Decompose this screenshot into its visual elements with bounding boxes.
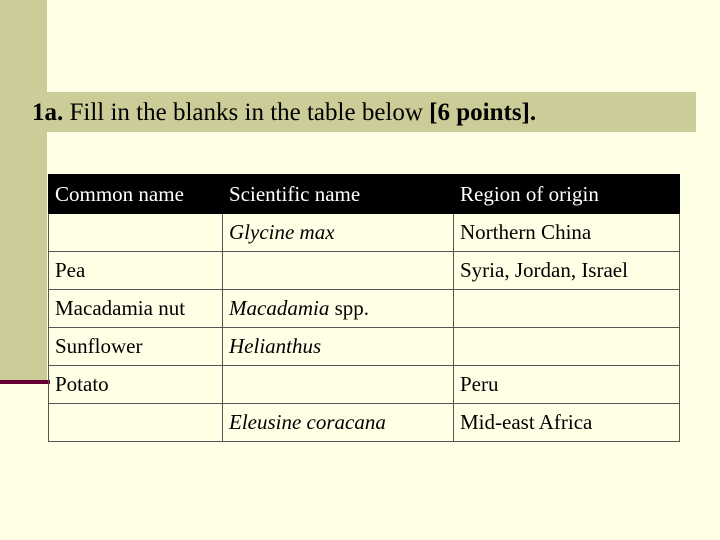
scientific-name-suffix: spp.: [329, 296, 370, 320]
cell-scientific-name: [223, 366, 454, 404]
cell-scientific-name: [223, 328, 454, 366]
cell-scientific-name: [223, 404, 454, 442]
accent-line: [0, 380, 50, 384]
header-common-name: Common name: [49, 175, 223, 214]
table-row: [49, 328, 680, 366]
cell-region: Peru: [454, 366, 680, 404]
header-region-of-origin: Region of origin: [454, 175, 680, 214]
cell-common-name: [49, 404, 223, 442]
title-number: 1a.: [32, 99, 64, 126]
cell-common-name: Potato: [49, 366, 223, 404]
scientific-name-italic: Macadamia: [229, 296, 330, 320]
cell-scientific-name: [223, 214, 454, 252]
cell-region: Northern China: [454, 214, 680, 252]
slide-title: [32, 99, 536, 127]
cell-common-name: Macadamia nut: [49, 290, 223, 328]
table-row: [49, 252, 680, 290]
cell-region: [454, 290, 680, 328]
cell-region: [454, 328, 680, 366]
cell-scientific-name: [223, 290, 454, 328]
crop-table: [48, 174, 680, 442]
cell-region: Syria, Jordan, Israel: [454, 252, 680, 290]
table-row: [49, 404, 680, 442]
cell-common-name: Sunflower: [49, 328, 223, 366]
scientific-name-italic: Helianthus: [229, 334, 322, 358]
scientific-name-italic: Eleusine coracana: [229, 410, 386, 434]
cell-common-name: Pea: [49, 252, 223, 290]
sidebar-strip: [0, 0, 47, 382]
cell-region: Mid-east Africa: [454, 404, 680, 442]
cell-scientific-name: [223, 252, 454, 290]
table-row: [49, 366, 680, 404]
table-row: [49, 214, 680, 252]
header-scientific-name: Scientific name: [223, 175, 454, 214]
title-points: [6 points].: [429, 99, 537, 126]
cell-common-name: [49, 214, 223, 252]
table-row: [49, 290, 680, 328]
scientific-name-italic: Glycine max: [229, 220, 335, 244]
table-header-row: [49, 175, 680, 214]
title-text: Fill in the blanks in the table below: [69, 99, 423, 126]
